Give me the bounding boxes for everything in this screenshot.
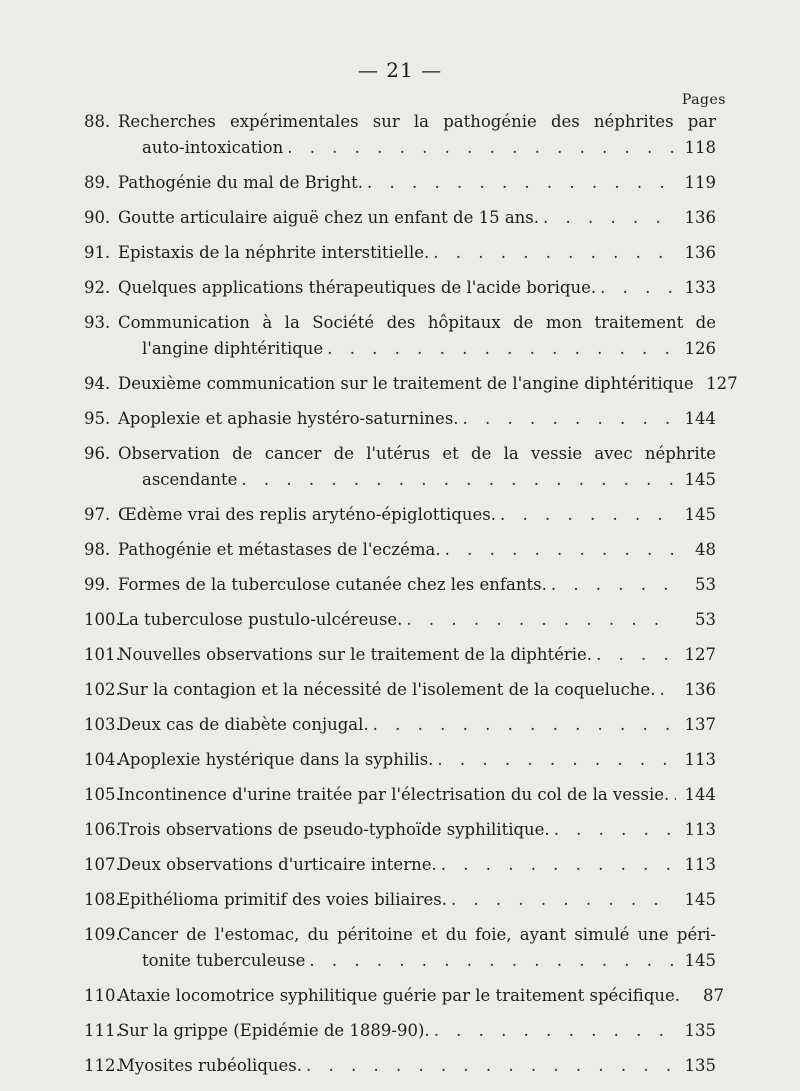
page-number: 119	[684, 173, 716, 192]
toc-entry-line	[84, 750, 716, 776]
entry-number: 111.	[84, 1021, 121, 1040]
entry-number: 95.	[84, 409, 111, 428]
dot-leader	[309, 951, 676, 970]
dot-leader	[437, 750, 676, 769]
toc-entry	[84, 444, 716, 496]
dot-leader	[543, 208, 676, 227]
entry-number: 104.	[84, 750, 121, 769]
entry-number: 89.	[84, 173, 111, 192]
toc-entry-line	[84, 208, 716, 234]
toc-entry	[84, 540, 716, 566]
page-number: 133	[684, 278, 716, 297]
dot-leader	[463, 409, 676, 428]
page-number: 136	[684, 243, 716, 262]
entry-title: auto-intoxication	[142, 138, 284, 157]
entry-title: l'angine diphtéritique	[142, 339, 324, 358]
page-number: 145	[684, 951, 716, 970]
entry-number: 93.	[84, 313, 111, 332]
page-folio: — 21 —	[357, 58, 443, 82]
entry-number: 96.	[84, 444, 111, 463]
dot-leader	[500, 505, 676, 524]
dot-leader	[596, 645, 676, 664]
entry-number: 88.	[84, 112, 111, 131]
entry-title: Communication à la Société des hôpitaux de mon traitement de	[118, 313, 716, 332]
toc-entry	[84, 173, 716, 199]
entry-number: 98.	[84, 540, 111, 559]
page-number: 145	[684, 505, 716, 524]
toc-entry	[84, 112, 716, 164]
toc-entry	[84, 750, 716, 776]
dot-leader	[327, 339, 676, 358]
toc-entry-line	[84, 820, 716, 846]
entry-number: 92.	[84, 278, 111, 297]
entry-number: 103.	[84, 715, 121, 734]
entry-title: Deuxième communication sur le traitement de l'angine diphtéritique	[118, 374, 694, 393]
toc-entry-line	[84, 313, 716, 339]
toc-entry-line	[84, 138, 716, 164]
entry-title: Sur la grippe (Epidémie de 1889-90).	[118, 1021, 430, 1040]
dot-leader	[406, 610, 676, 629]
entry-title: Nouvelles observations sur le traitement de la diphtérie.	[118, 645, 593, 664]
page-number: 145	[684, 890, 716, 909]
page-number: 113	[684, 750, 716, 769]
toc-entry-line	[84, 645, 716, 671]
dot-leader	[600, 278, 676, 297]
page-number: 113	[684, 855, 716, 874]
toc-entry-line	[84, 505, 716, 531]
toc-entry-line	[84, 575, 716, 601]
entry-number: 90.	[84, 208, 111, 227]
toc-entry	[84, 208, 716, 234]
entry-title: Quelques applications thérapeutiques de l'acide borique.	[118, 278, 597, 297]
entry-title: Apoplexie et aphasie hystéro-saturnines.	[118, 409, 459, 428]
toc-entry-line	[84, 112, 716, 138]
dot-leader	[367, 173, 676, 192]
entry-title: ascendante	[142, 470, 238, 489]
entry-title: Sur la contagion et la nécessité de l'isolement de la coqueluche.	[118, 680, 656, 699]
entry-title: Epistaxis de la néphrite interstitielle.	[118, 243, 430, 262]
toc-entry-line	[84, 1056, 716, 1082]
toc-entry-line	[84, 855, 716, 881]
toc-entry-line	[84, 339, 716, 365]
entry-title: Goutte articulaire aiguë chez un enfant de 15 ans.	[118, 208, 540, 227]
entry-number: 107.	[84, 855, 121, 874]
entry-title: Pathogénie et métastases de l'eczéma.	[118, 540, 441, 559]
toc-entry	[84, 1056, 716, 1082]
entry-number: 110.	[84, 986, 121, 1005]
toc-entry	[84, 374, 738, 400]
page-number: 135	[684, 1021, 716, 1040]
page-number: 144	[684, 409, 716, 428]
toc-entry-line	[84, 890, 716, 916]
entry-title: Apoplexie hystérique dans la syphilis.	[118, 750, 434, 769]
dot-leader	[673, 785, 676, 804]
page-number: 48	[695, 540, 716, 559]
entry-number: 102.	[84, 680, 121, 699]
toc-entry-line	[84, 610, 716, 636]
page-number: 136	[684, 208, 716, 227]
entry-number: 108.	[84, 890, 121, 909]
entry-number: 112.	[84, 1056, 121, 1075]
toc-entry	[84, 409, 716, 435]
entry-number: 99.	[84, 575, 111, 594]
entry-title: tonite tuberculeuse	[142, 951, 306, 970]
toc-entry-line	[84, 1021, 716, 1047]
page-number: 126	[684, 339, 716, 358]
dot-leader	[451, 890, 676, 909]
entry-number: 109.	[84, 925, 121, 944]
dot-leader	[445, 540, 676, 559]
entry-title: Incontinence d'urine traitée par l'électrisation du col de la vessie.	[118, 785, 670, 804]
entry-title: Deux cas de diabète conjugal.	[118, 715, 369, 734]
toc-entry-line	[84, 951, 716, 977]
entry-title: Epithélioma primitif des voies biliaires.	[118, 890, 447, 909]
page-number: 136	[684, 680, 716, 699]
toc-entry-line	[84, 540, 716, 566]
dot-leader	[434, 1021, 676, 1040]
entry-number: 105.	[84, 785, 121, 804]
toc-entry-line	[84, 925, 716, 951]
dot-leader	[287, 138, 676, 157]
toc-entry	[84, 680, 716, 706]
dot-leader	[554, 820, 676, 839]
toc-entry	[84, 785, 716, 811]
entry-number: 97.	[84, 505, 111, 524]
toc-entry-line	[84, 374, 738, 400]
toc-entry-line	[84, 680, 716, 706]
entry-title: Cancer de l'estomac, du péritoine et du foie, ayant simulé une péri-	[118, 925, 716, 944]
entry-number: 101.	[84, 645, 121, 664]
toc-entry	[84, 715, 716, 741]
dot-leader	[241, 470, 676, 489]
page-number: 127	[684, 645, 716, 664]
entry-number: 106.	[84, 820, 121, 839]
toc-entry-line	[84, 785, 716, 811]
page-number: 53	[695, 610, 716, 629]
entry-title: Observation de cancer de l'utérus et de la vessie avec néphrite	[118, 444, 716, 463]
toc-entry	[84, 278, 716, 304]
toc-entry-line	[84, 173, 716, 199]
toc-entry	[84, 313, 716, 365]
toc-entry-line	[84, 278, 716, 304]
dot-leader	[441, 855, 676, 874]
dot-leader	[306, 1056, 676, 1075]
table-of-contents	[84, 112, 738, 1091]
page-number: 135	[684, 1056, 716, 1075]
entry-title: Deux observations d'urticaire interne.	[118, 855, 437, 874]
toc-entry	[84, 925, 716, 977]
page-number: 127	[706, 374, 738, 393]
toc-entry	[84, 855, 716, 881]
dot-leader	[551, 575, 676, 594]
entry-title: Trois observations de pseudo-typhoïde syphilitique.	[118, 820, 550, 839]
page-number: 144	[684, 785, 716, 804]
entry-title: Pathogénie du mal de Bright.	[118, 173, 363, 192]
entry-title: Ataxie locomotrice syphilitique guérie par le traitement spécifique.	[118, 986, 681, 1005]
page-number: 53	[695, 575, 716, 594]
toc-entry	[84, 575, 716, 601]
toc-entry	[84, 890, 716, 916]
entry-number: 94.	[84, 374, 111, 393]
toc-entry-line	[84, 715, 716, 741]
toc-entry	[84, 610, 716, 636]
toc-entry	[84, 986, 725, 1012]
page-number: 118	[684, 138, 716, 157]
toc-entry	[84, 505, 716, 531]
toc-entry	[84, 243, 716, 269]
toc-entry	[84, 1021, 716, 1047]
toc-entry-line	[84, 409, 716, 435]
entry-number: 100.	[84, 610, 121, 629]
entry-number: 91.	[84, 243, 111, 262]
dot-leader	[659, 680, 676, 699]
toc-entry-line	[84, 470, 716, 496]
page-number: 145	[684, 470, 716, 489]
entry-title: Myosites rubéoliques.	[118, 1056, 302, 1075]
toc-entry	[84, 645, 716, 671]
entry-title: Recherches expérimentales sur la pathogénie des néphrites par	[118, 112, 716, 131]
toc-entry-line	[84, 986, 725, 1012]
page-number: 87	[703, 986, 725, 1005]
entry-title: Formes de la tuberculose cutanée chez les enfants.	[118, 575, 547, 594]
toc-entry	[84, 820, 716, 846]
toc-entry-line	[84, 243, 716, 269]
page-number: 137	[684, 715, 716, 734]
dot-leader	[373, 715, 676, 734]
pages-column-header: Pages	[681, 92, 726, 108]
entry-title: Œdème vrai des replis aryténo-épiglottiques.	[118, 505, 496, 524]
entry-title: La tuberculose pustulo-ulcéreuse.	[118, 610, 403, 629]
page-number: 113	[684, 820, 716, 839]
dot-leader	[433, 243, 676, 262]
toc-entry-line	[84, 444, 716, 470]
